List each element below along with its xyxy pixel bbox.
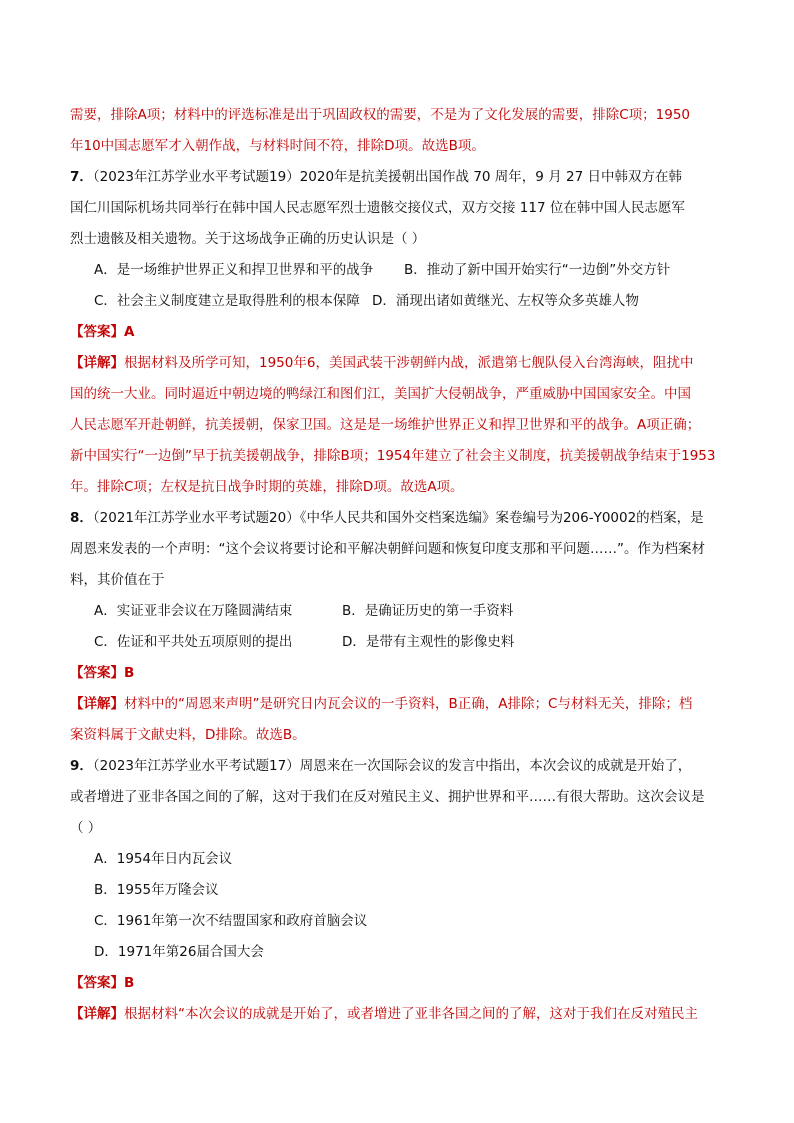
question-8-stem: 8．（2021年江苏学业水平考试题20）《中华人民共和国外交档案选编》案卷编号为206-Y0002的档案，是	[70, 510, 704, 526]
option-d: D．1971年第26届合国大会	[94, 944, 264, 960]
detail-tag: 【详解】	[70, 355, 124, 371]
question-9-stem: 9．（2023年江苏学业水平考试题17）周恩来在一次国际会议的发言中指出，本次会议的成就是开始了，	[70, 758, 692, 774]
option-b: B．1955年万隆会议	[94, 882, 219, 898]
option-b: B．是确证历史的第一手资料	[342, 603, 514, 619]
option-a: A．实证亚非会议在万隆圆满结束	[94, 603, 293, 619]
detail-line: 人民志愿军开赴朝鲜，抗美援朝，保家卫国。这是是一场维护世界正义和捍卫世界和平的战争。A项正确；	[70, 417, 701, 433]
prev-detail-line: 需要，排除A项；材料中的评选标准是出于巩固政权的需要，不是为了文化发展的需要，排除C项；1950	[70, 107, 691, 123]
detail-line: 【详解】根据材料及所学可知，1950年6，美国武装干涉朝鲜内战，派遣第七舰队侵入台湾海峡，阻扰中	[70, 355, 694, 371]
question-stem-line: 国仁川国际机场共同举行在韩中国人民志愿军烈士遗骸交接仪式，双方交接 117 位在韩中国人民志愿军	[70, 200, 685, 216]
detail-line: 国的统一大业。同时逼近中朝边境的鸭绿江和图们江，美国扩大侵朝战争，严重威胁中国国家安全。中国	[70, 386, 691, 402]
answer-line	[70, 317, 726, 348]
answer-value: B	[124, 665, 135, 681]
options-row	[70, 255, 726, 286]
question-stem-line: 周恩来发表的一个声明：“这个会议将要讨论和平解决朝鲜问题和恢复印度支那和平问题……”。作为档案材	[70, 541, 705, 557]
question-stem-line: 烈士遗骸及相关遗物。关于这场战争正确的历史认识是（ ）	[70, 231, 426, 247]
question-7-stem: 7．（2023年江苏学业水平考试题19）2020年是抗美援朝出国作战 70 周年，9 月 27 日中韩双方在韩	[70, 169, 682, 185]
options-row	[70, 596, 726, 627]
option-b: B．推动了新中国开始实行“一边倒”外交方针	[404, 262, 671, 278]
option-d: D．涌现出诸如黄继光、左权等众多英雄人物	[372, 293, 639, 309]
prev-detail-line: 年10中国志愿军才入朝作战，与材料时间不符，排除D项。故选B项。	[70, 138, 485, 154]
answer-line	[70, 658, 726, 689]
question-stem-line: 或者增进了亚非各国之间的了解，这对于我们在反对殖民主义、拥护世界和平……有很大帮助。这次会议是	[70, 789, 705, 805]
question-stem-line: （ ）	[70, 820, 102, 836]
option-d: D．是带有主观性的影像史料	[342, 634, 515, 650]
question-stem-line: 料，其价值在于	[70, 572, 165, 588]
detail-line: 【详解】材料中的“周恩来声明”是研究日内瓦会议的一手资料，B正确，A排除；C与材料无关，排除；档	[70, 696, 693, 712]
detail-line: 【详解】根据材料“本次会议的成就是开始了，或者增进了亚非各国之间的了解，这对于我们在反对殖民主	[70, 1006, 698, 1022]
option-c: C．佐证和平共处五项原则的提出	[94, 634, 293, 650]
detail-line: 年。排除C项；左权是抗日战争时期的英雄，排除D项。故选A项。	[70, 479, 464, 495]
detail-tag: 【详解】	[70, 696, 124, 712]
answer-tag: 【答案】	[70, 975, 124, 991]
detail-line: 新中国实行“一边倒”早于抗美援朝战争，排除B项；1954年建立了社会主义制度，抗美援朝战争结束于1953	[70, 448, 716, 464]
option-a: A．是一场维护世界正义和捍卫世界和平的战争	[94, 262, 374, 278]
answer-value: A	[124, 324, 135, 340]
detail-tag: 【详解】	[70, 1006, 124, 1022]
options-row	[70, 627, 726, 658]
answer-line	[70, 968, 726, 999]
options-row	[70, 286, 726, 317]
option-a: A．1954年日内瓦会议	[94, 851, 233, 867]
question-number: 7．	[70, 169, 93, 185]
question-number: 8．	[70, 510, 93, 526]
answer-value: B	[124, 975, 135, 991]
detail-line: 案资料属于文献史料，D排除。故选B。	[70, 727, 306, 743]
document-page	[70, 100, 726, 1030]
option-c: C．社会主义制度建立是取得胜利的根本保障	[94, 293, 360, 309]
option-c: C．1961年第一次不结盟国家和政府首脑会议	[94, 913, 368, 929]
question-number: 9．	[70, 758, 93, 774]
answer-tag: 【答案】	[70, 324, 124, 340]
answer-tag: 【答案】	[70, 665, 124, 681]
